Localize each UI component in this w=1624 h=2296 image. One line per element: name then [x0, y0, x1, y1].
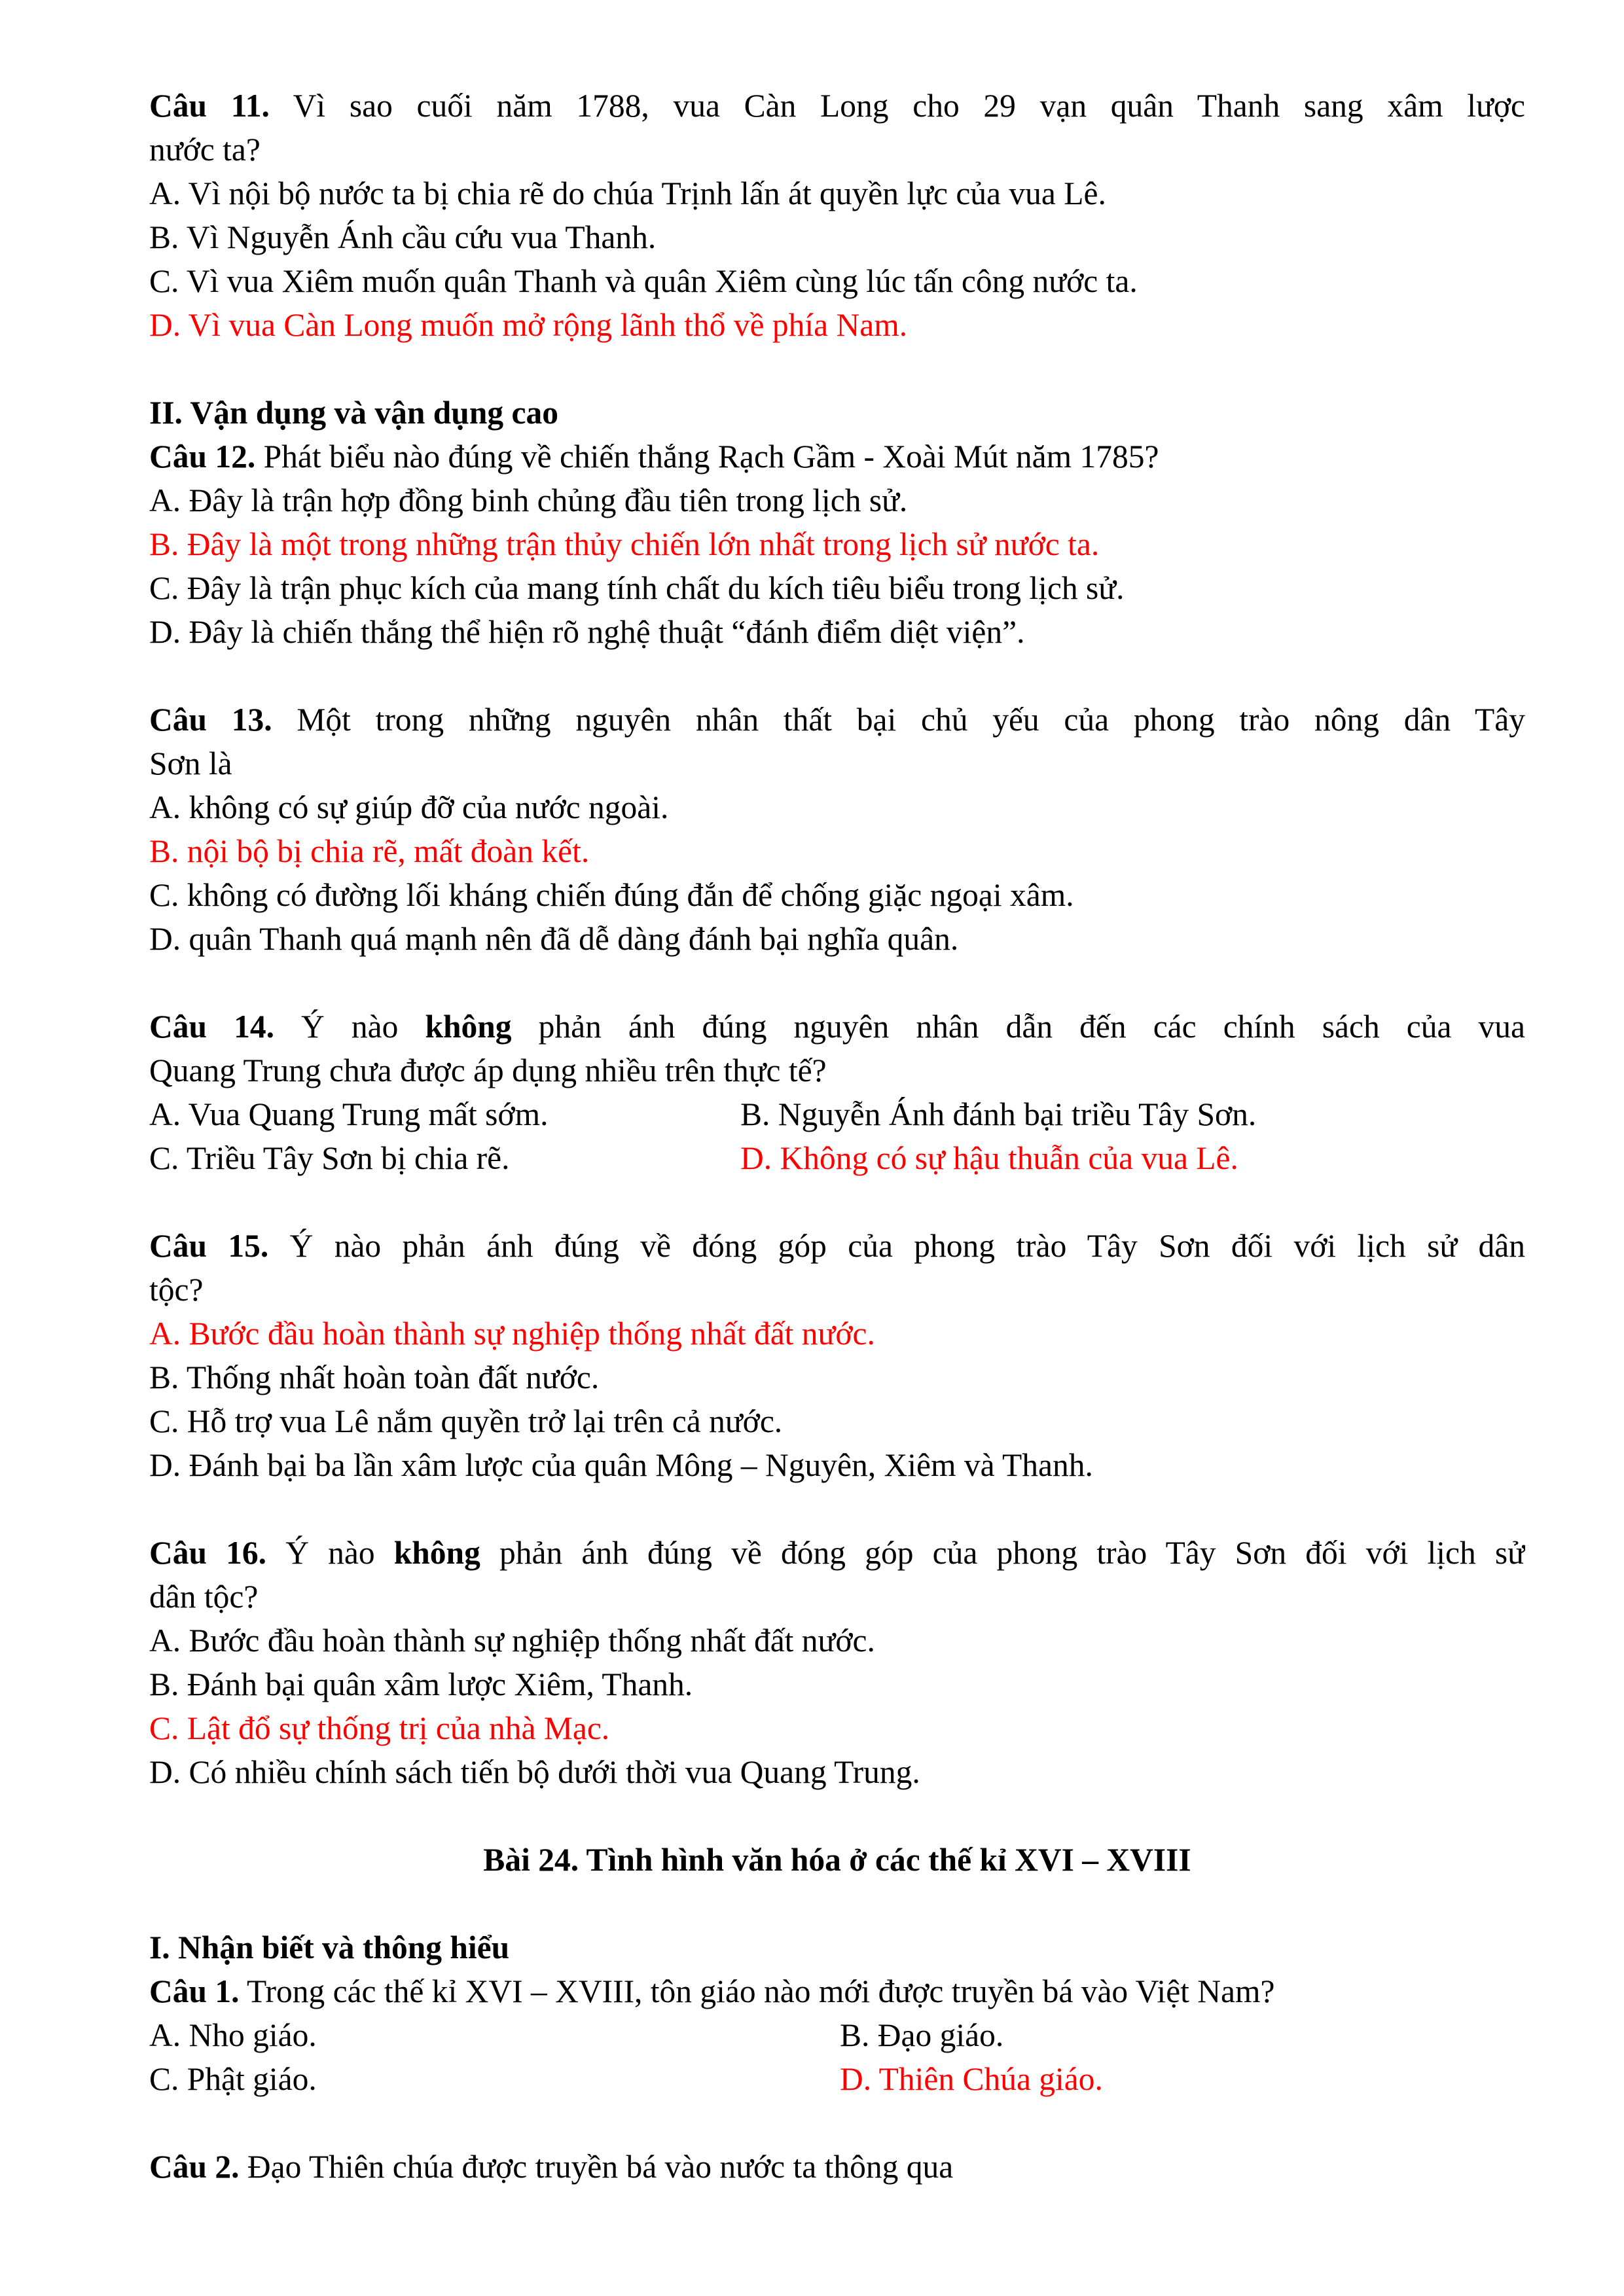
lesson-24-question-1-options-row-1 [149, 2013, 1525, 2057]
question-12-option-c: C. Đây là trận phục kích của mang tính chất du kích tiêu biểu trong lịch sử. [149, 570, 1125, 606]
lesson-24-question-1-stem: Câu 1. Trong các thế kỉ XVI – XVIII, tôn giáo nào mới được truyền bá vào Việt Nam? [149, 1973, 1275, 2009]
question-16-option-d: D. Có nhiều chính sách tiến bộ dưới thời vua Quang Trung. [149, 1754, 920, 1790]
question-16-option-a: A. Bước đầu hoàn thành sự nghiệp thống nhất đất nước. [149, 1623, 875, 1659]
question-14-option-a: A. Vua Quang Trung mất sớm. [149, 1096, 549, 1132]
question-16-option-c-answer: C. Lật đổ sự thống trị của nhà Mạc. [149, 1710, 610, 1746]
lesson-24-question-1-options-row-2 [149, 2057, 1525, 2101]
question-12-option-a: A. Đây là trận hợp đồng binh chủng đầu tiên trong lịch sử. [149, 482, 908, 518]
lesson-24-question-1-option-c: C. Phật giáo. [149, 2061, 317, 2097]
question-15-option-b: B. Thống nhất hoàn toàn đất nước. [149, 1359, 600, 1395]
question-11-option-a: A. Vì nội bộ nước ta bị chia rẽ do chúa Trịnh lấn át quyền lực của vua Lê. [149, 175, 1106, 211]
question-12-stem: Câu 12. Phát biểu nào đúng về chiến thắng Rạch Gầm - Xoài Mút năm 1785? [149, 439, 1159, 475]
question-11-option-b: B. Vì Nguyễn Ánh cầu cứu vua Thanh. [149, 219, 657, 255]
question-15-stem: Câu 15. Ý nào phản ánh đúng về đóng góp của phong trào Tây Sơn đối với lịch sử dân [149, 1228, 1525, 1264]
question-14-options-row-1 [149, 1092, 1525, 1136]
question-13-stem: Câu 13. Một trong những nguyên nhân thất bại chủ yếu của phong trào nông dân Tây [149, 702, 1525, 738]
question-13-option-c: C. không có đường lối kháng chiến đúng đắn để chống giặc ngoại xâm. [149, 877, 1074, 913]
lesson-24-question-1-option-d-answer: D. Thiên Chúa giáo. [840, 2061, 1103, 2097]
section-heading-apply: II. Vận dụng và vận dụng cao [149, 395, 558, 431]
question-15-option-d: D. Đánh bại ba lần xâm lược của quân Mông – Nguyên, Xiêm và Thanh. [149, 1447, 1093, 1483]
question-16-stem-cont: dân tộc? [149, 1579, 259, 1615]
question-16-option-b: B. Đánh bại quân xâm lược Xiêm, Thanh. [149, 1666, 693, 1702]
question-13-option-b-answer: B. nội bộ bị chia rẽ, mất đoàn kết. [149, 833, 590, 869]
question-14-stem-cont: Quang Trung chưa được áp dụng nhiều trên thực tế? [149, 1052, 827, 1088]
question-12-option-b-answer: B. Đây là một trong những trận thủy chiến lớn nhất trong lịch sử nước ta. [149, 526, 1100, 562]
lesson-24-title: Bài 24. Tình hình văn hóa ở các thế kỉ XVI – XVIII [483, 1842, 1191, 1878]
lesson-24-question-1-option-a: A. Nho giáo. [149, 2017, 317, 2053]
question-14-options-row-2 [149, 1136, 1525, 1180]
question-16-stem: Câu 16. Ý nào không phản ánh đúng về đóng góp của phong trào Tây Sơn đối với lịch sử [149, 1535, 1525, 1571]
question-15-option-a-answer: A. Bước đầu hoàn thành sự nghiệp thống nhất đất nước. [149, 1316, 875, 1352]
question-12-option-d: D. Đây là chiến thắng thể hiện rõ nghệ thuật “đánh điểm diệt viện”. [149, 614, 1025, 650]
document-page [149, 84, 1525, 2189]
question-11-option-c: C. Vì vua Xiêm muốn quân Thanh và quân Xiêm cùng lúc tấn công nước ta. [149, 263, 1138, 299]
lesson-24-question-1-option-b: B. Đạo giáo. [840, 2017, 1004, 2053]
section-heading-recognize: I. Nhận biết và thông hiểu [149, 1929, 510, 1965]
question-14-option-c: C. Triều Tây Sơn bị chia rẽ. [149, 1140, 510, 1176]
lesson-24-question-2-stem: Câu 2. Đạo Thiên chúa được truyền bá vào nước ta thông qua [149, 2149, 954, 2185]
question-11-option-d-answer: D. Vì vua Càn Long muốn mở rộng lãnh thổ về phía Nam. [149, 307, 908, 343]
question-11-stem-cont: nước ta? [149, 132, 261, 168]
question-14-option-b: B. Nguyễn Ánh đánh bại triều Tây Sơn. [740, 1096, 1257, 1132]
question-15-option-c: C. Hỗ trợ vua Lê nắm quyền trở lại trên cả nước. [149, 1403, 783, 1439]
question-11-stem: Câu 11. Vì sao cuối năm 1788, vua Càn Long cho 29 vạn quân Thanh sang xâm lược [149, 88, 1525, 124]
question-14-stem: Câu 14. Ý nào không phản ánh đúng nguyên nhân dẫn đến các chính sách của vua [149, 1009, 1525, 1045]
question-14-option-d-answer: D. Không có sự hậu thuẫn của vua Lê. [740, 1140, 1238, 1176]
question-13-option-d: D. quân Thanh quá mạnh nên đã dễ dàng đánh bại nghĩa quân. [149, 921, 959, 957]
question-15-stem-cont: tộc? [149, 1272, 204, 1308]
question-13-stem-cont: Sơn là [149, 745, 232, 781]
question-13-option-a: A. không có sự giúp đỡ của nước ngoài. [149, 789, 669, 825]
